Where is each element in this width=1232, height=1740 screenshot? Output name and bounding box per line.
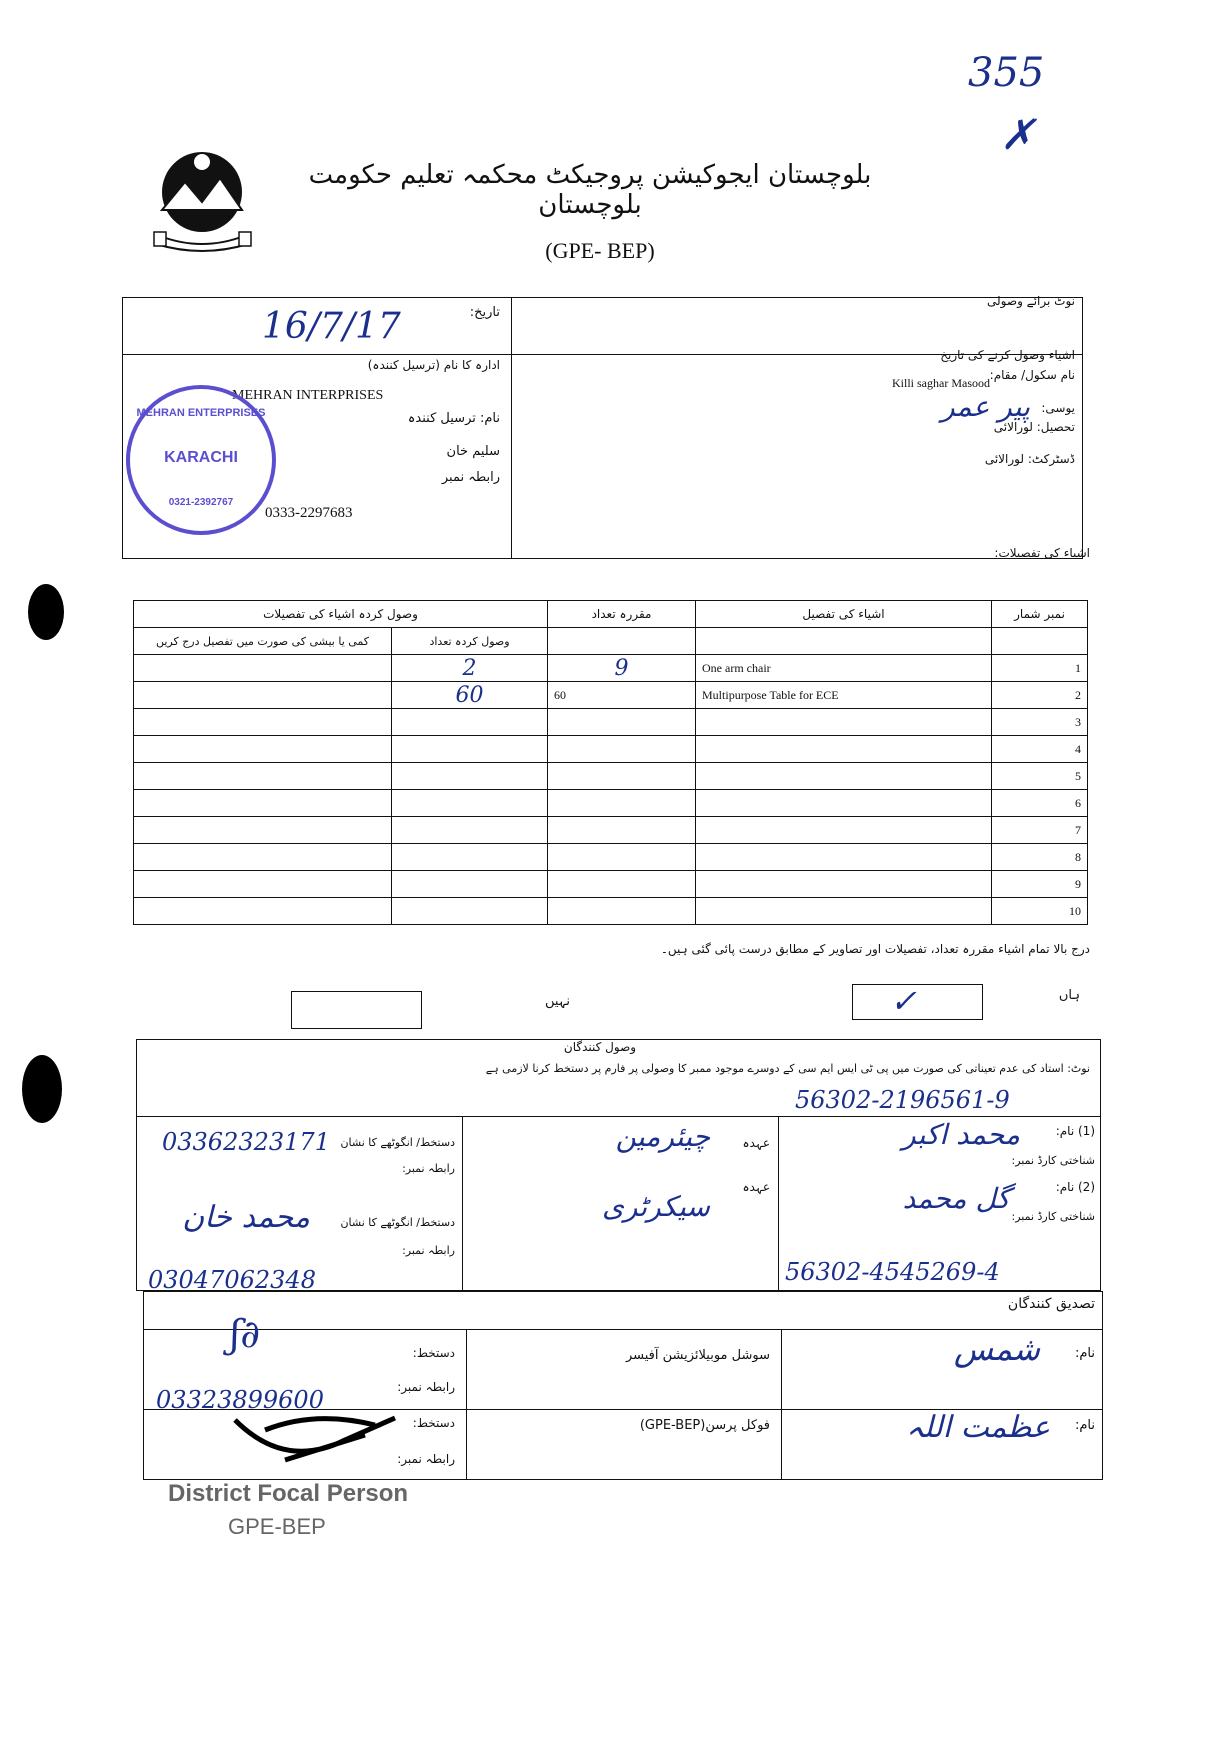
verifier2-name: عظمت اللہ (906, 1410, 1050, 1445)
item-cell (696, 709, 992, 736)
table-row (134, 736, 1088, 763)
punch-hole (28, 584, 64, 640)
page-title: بلوچستان ایجوکیشن پروجیکٹ محکمہ تعلیم حکومت بلوچستان (308, 160, 872, 220)
district-label: ڈسٹرکٹ: لورالائی (984, 452, 1075, 466)
verifier1-sign-label: دستخط: (412, 1346, 455, 1360)
verifier2-contact-label: رابطہ نمبر: (397, 1452, 455, 1466)
received-qty-cell (392, 817, 548, 844)
received-qty-cell (392, 844, 548, 871)
remarks-cell (134, 898, 392, 925)
contact2-value: 03047062348 (148, 1266, 316, 1294)
confirm-statement: درج بالا تمام اشیاء مقررہ تعداد، تفصیلات اور تصاویر کے مطابق درست پائی گئی ہیں۔ (660, 942, 1090, 956)
table-row (134, 709, 1088, 736)
serial-cell: 10 (992, 898, 1088, 925)
h-received-qty: وصول کردہ تعداد (392, 628, 548, 655)
serial-cell: 8 (992, 844, 1088, 871)
verifiers-title: تصدیق کنندگان (1007, 1296, 1095, 1312)
receivers-note: نوٹ: استاد کی عدم تعیناتی کی صورت میں پی ٹی ایس ایم سی کے دوسرے موجود ممبر کا وصولی پر فارم پر دستخط کرنا لازمی ہے (485, 1062, 1090, 1075)
verifier2-name-label: نام: (1074, 1418, 1095, 1433)
serial-cell: 4 (992, 736, 1088, 763)
fixed-qty-cell (548, 817, 696, 844)
item-cell (696, 790, 992, 817)
company-stamp (126, 385, 276, 535)
item-cell (696, 844, 992, 871)
received-qty-cell: 2 (392, 655, 548, 682)
yes-label: ہاں (1058, 988, 1080, 1003)
item-cell (696, 871, 992, 898)
items-section-label: اشیاء کی تفصیلات: (994, 546, 1090, 560)
sender-value: سلیم خان (446, 444, 500, 459)
name1-value: محمد اکبر (902, 1118, 1020, 1151)
corner-scribble: ✗ (1000, 110, 1036, 159)
remarks-cell (134, 763, 392, 790)
table-row (134, 790, 1088, 817)
verifier2-sign-label: دستخط: (412, 1416, 455, 1430)
received-qty-cell (392, 898, 548, 925)
table-row (134, 763, 1088, 790)
date-label: تاریخ: (469, 305, 500, 320)
contact-label: رابطہ نمبر (441, 470, 500, 485)
remarks-cell (134, 682, 392, 709)
verifier1-name: شمس (953, 1330, 1040, 1368)
verifier1-signature: ʃ∂ (230, 1312, 260, 1356)
h-received-details: وصول کردہ اشیاء کی تفصیلات (134, 601, 548, 628)
serial-cell: 5 (992, 763, 1088, 790)
item-cell: Multipurpose Table for ECE (696, 682, 992, 709)
verifier1-name-label: نام: (1074, 1346, 1095, 1361)
fixed-qty-cell (548, 709, 696, 736)
received-qty-cell (392, 871, 548, 898)
cnic2-label: شناختی کارڈ نمبر: (1011, 1210, 1095, 1223)
verifier1-contact-label: رابطہ نمبر: (397, 1380, 455, 1394)
item-cell (696, 898, 992, 925)
fixed-qty-cell (548, 790, 696, 817)
sign1-label: دستخط/ انگوٹھے کا نشان (340, 1136, 455, 1149)
cnic1-label: شناختی کارڈ نمبر: (1011, 1154, 1095, 1167)
fixed-qty-cell (548, 736, 696, 763)
page-subtitle: (GPE- BEP) (545, 238, 655, 263)
remarks-cell (134, 736, 392, 763)
date-value: 16/7/17 (262, 306, 401, 347)
uc-value: پیر عمر (941, 390, 1030, 423)
corner-annotation: 355 (968, 50, 1045, 96)
no-checkbox[interactable] (291, 991, 422, 1029)
designation1-label: عہدہ (742, 1136, 770, 1150)
remarks-cell (134, 709, 392, 736)
receive-date-label: اشیاء وصول کرنے کی تاریخ (940, 348, 1075, 362)
table-row (134, 655, 1088, 682)
serial-cell: 7 (992, 817, 1088, 844)
sender-label: نام: ترسیل کنندہ (407, 411, 500, 426)
uc-label: یوسی: (1041, 401, 1075, 415)
yes-check-mark: ✓ (890, 982, 917, 1020)
remarks-cell (134, 655, 392, 682)
contact1-label: رابطہ نمبر: (402, 1162, 455, 1175)
verifier1-role: سوشل موبیلائزیشن آفیسر (625, 1348, 770, 1363)
contact2-label: رابطہ نمبر: (402, 1244, 455, 1257)
verifier1-contact: 03323899600 (156, 1386, 324, 1414)
h-item: اشیاء کی تفصیل (696, 601, 992, 628)
school-label: نام سکول/ مقام: (989, 368, 1075, 382)
serial-cell: 2 (992, 682, 1088, 709)
serial-cell: 3 (992, 709, 1088, 736)
name2-label: (2) نام: (1055, 1180, 1095, 1194)
remarks-cell (134, 871, 392, 898)
fixed-qty-cell: 9 (548, 655, 696, 682)
item-cell: One arm chair (696, 655, 992, 682)
verifier2-role: فوکل پرسن(GPE-BEP) (639, 1418, 770, 1433)
fixed-qty-cell (548, 763, 696, 790)
cnic2-value: 56302-4545269-4 (785, 1258, 1000, 1286)
remarks-cell (134, 817, 392, 844)
item-cell (696, 817, 992, 844)
table-row (134, 682, 1088, 709)
h-serial: نمبر شمار (992, 601, 1088, 628)
punch-hole (22, 1055, 62, 1123)
yes-checkbox[interactable] (852, 984, 983, 1020)
verifier2-signature (225, 1400, 415, 1490)
designation2-value: سیکرٹری (602, 1190, 710, 1223)
serial-cell: 6 (992, 790, 1088, 817)
serial-cell: 1 (992, 655, 1088, 682)
designation1-value: چیئرمین (615, 1120, 710, 1153)
remarks-cell (134, 844, 392, 871)
stamp-top-text: MEHRAN ENTERPRISES (136, 407, 266, 419)
designation2-label: عہدہ (742, 1180, 770, 1194)
focal-person-stamp-line2: GPE-BEP (228, 1514, 326, 1539)
h-remarks: کمی یا بیشی کی صورت میں تفصیل درج کریں (134, 628, 392, 655)
fixed-qty-cell (548, 844, 696, 871)
stamp-middle-text: KARACHI (164, 449, 238, 466)
item-cell (696, 736, 992, 763)
receivers-box (136, 1039, 1101, 1291)
stamp-bottom-text: 0321-2392767 (168, 497, 234, 508)
note-label: نوٹ برائے وصولی (987, 294, 1075, 308)
name2-value: گل محمد (902, 1182, 1010, 1215)
received-qty-cell (392, 709, 548, 736)
receivers-title: وصول کنندگان (563, 1040, 637, 1054)
fixed-qty-cell (548, 871, 696, 898)
received-qty-cell (392, 763, 548, 790)
contact1-value: 03362323171 (162, 1128, 330, 1156)
org-label: ادارہ کا نام (ترسیل کنندہ) (367, 358, 500, 372)
table-row (134, 898, 1088, 925)
remarks-cell (134, 790, 392, 817)
cnic1-value: 56302-2196561-9 (795, 1086, 1010, 1114)
contact-value: 0333-2297683 (265, 505, 353, 521)
received-qty-cell: 60 (392, 682, 548, 709)
sign2-value: محمد خان (182, 1200, 310, 1235)
balochistan-logo (140, 140, 265, 255)
table-row (134, 817, 1088, 844)
sign2-label: دستخط/ انگوٹھے کا نشان (340, 1216, 455, 1229)
items-table (133, 600, 1088, 925)
name1-label: (1) نام: (1055, 1124, 1095, 1138)
fixed-qty-cell (548, 898, 696, 925)
table-row (134, 871, 1088, 898)
item-cell (696, 763, 992, 790)
serial-cell: 9 (992, 871, 1088, 898)
table-row (134, 844, 1088, 871)
org-value: MEHRAN INTERPRISES (232, 388, 384, 403)
school-value: Killi saghar Masood (892, 376, 990, 390)
tehsil-label: تحصیل: لورالائی (993, 420, 1075, 434)
no-label: نہیں (544, 994, 570, 1009)
h-fixed-qty: مقررہ تعداد (548, 601, 696, 628)
fixed-qty-cell: 60 (548, 682, 696, 709)
received-qty-cell (392, 736, 548, 763)
focal-person-stamp-line1: District Focal Person (168, 1480, 409, 1507)
received-qty-cell (392, 790, 548, 817)
